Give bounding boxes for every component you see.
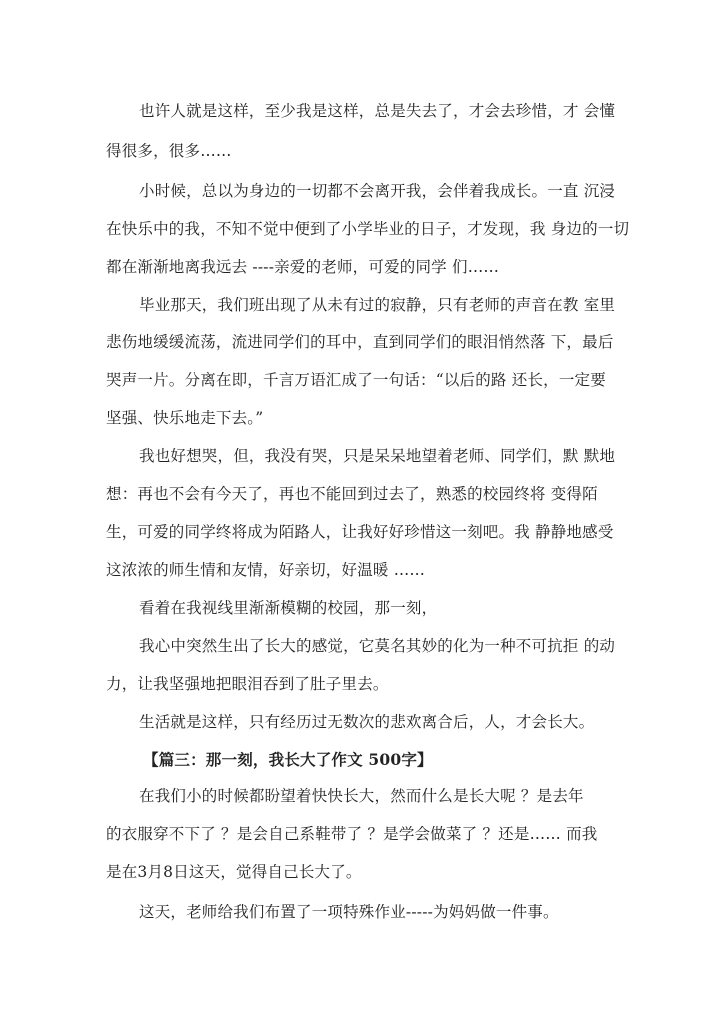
text-line: 生，可爱的同学终将成为陌路人，让我好好珍惜这一刻吧。我 静静地感受 bbox=[106, 523, 614, 541]
text-line: 这浓浓的师生情和友情，好亲切，好温暖 …… bbox=[106, 561, 426, 579]
text-line: 在我们小的时候都盼望着快快长大，然而什么是长大呢 ？是去年 bbox=[139, 787, 584, 805]
text-line: 毕业那天，我们班出现了从未有过的寂静，只有老师的声音在教 室里 bbox=[139, 296, 616, 314]
text-line: 看着在我视线里渐渐模糊的校园，那一刻， bbox=[139, 599, 438, 617]
text-line: 坚强、快乐地走下去。” bbox=[106, 409, 264, 427]
section-heading: 【篇三：那一刻，我长大了作文 500字】 bbox=[143, 750, 433, 769]
text-line: 悲伤地缓缓流荡，流进同学们的耳中，直到同学们的眼泪悄然落 下，最后 bbox=[106, 333, 614, 351]
text-line: 也许人就是这样，至少我是这样，总是失去了，才会去珍惜，才 会懂 bbox=[139, 102, 616, 120]
text-line: 都在渐渐地离我远去 ----亲爱的老师，可爱的同学 们…… bbox=[106, 258, 500, 276]
text-line: 我也好想哭，但，我没有哭，只是呆呆地望着老师、同学们，默 默地 bbox=[139, 447, 616, 465]
text-line: 想：再也不会有今天了，再也不能回到过去了，熟悉的校园终将 变得陌 bbox=[106, 485, 598, 503]
text-line: 在快乐中的我，不知不觉中便到了小学毕业的日子，才发现，我 身边的一切 bbox=[106, 220, 630, 238]
text-line: 这天，老师给我们布置了一项特殊作业-----为妈妈做一件事。 bbox=[139, 903, 559, 921]
text-line: 我心中突然生出了长大的感觉，它莫名其妙的化为一种不可抗拒 的动 bbox=[139, 637, 616, 655]
text-line: 力，让我坚强地把眼泪吞到了肚子里去。 bbox=[106, 675, 389, 693]
text-line: 得很多，很多…… bbox=[106, 142, 232, 160]
text-line: 的衣服穿不下了 ？是会自己系鞋带了 ？是学会做菜了 ？还是…… 而我 bbox=[106, 825, 598, 843]
text-line: 哭声一片。分离在即，千言万语汇成了一句话：“以后的路 还长，一定要 bbox=[106, 371, 606, 389]
text-line: 是在3月8日这天，觉得自己长大了。 bbox=[106, 863, 362, 881]
text-line: 生活就是这样，只有经历过无数次的悲欢离合后，人，才会长大。 bbox=[139, 713, 595, 731]
text-line: 小时候，总以为身边的一切都不会离开我，会伴着我成长。一直 沉浸 bbox=[139, 182, 616, 200]
